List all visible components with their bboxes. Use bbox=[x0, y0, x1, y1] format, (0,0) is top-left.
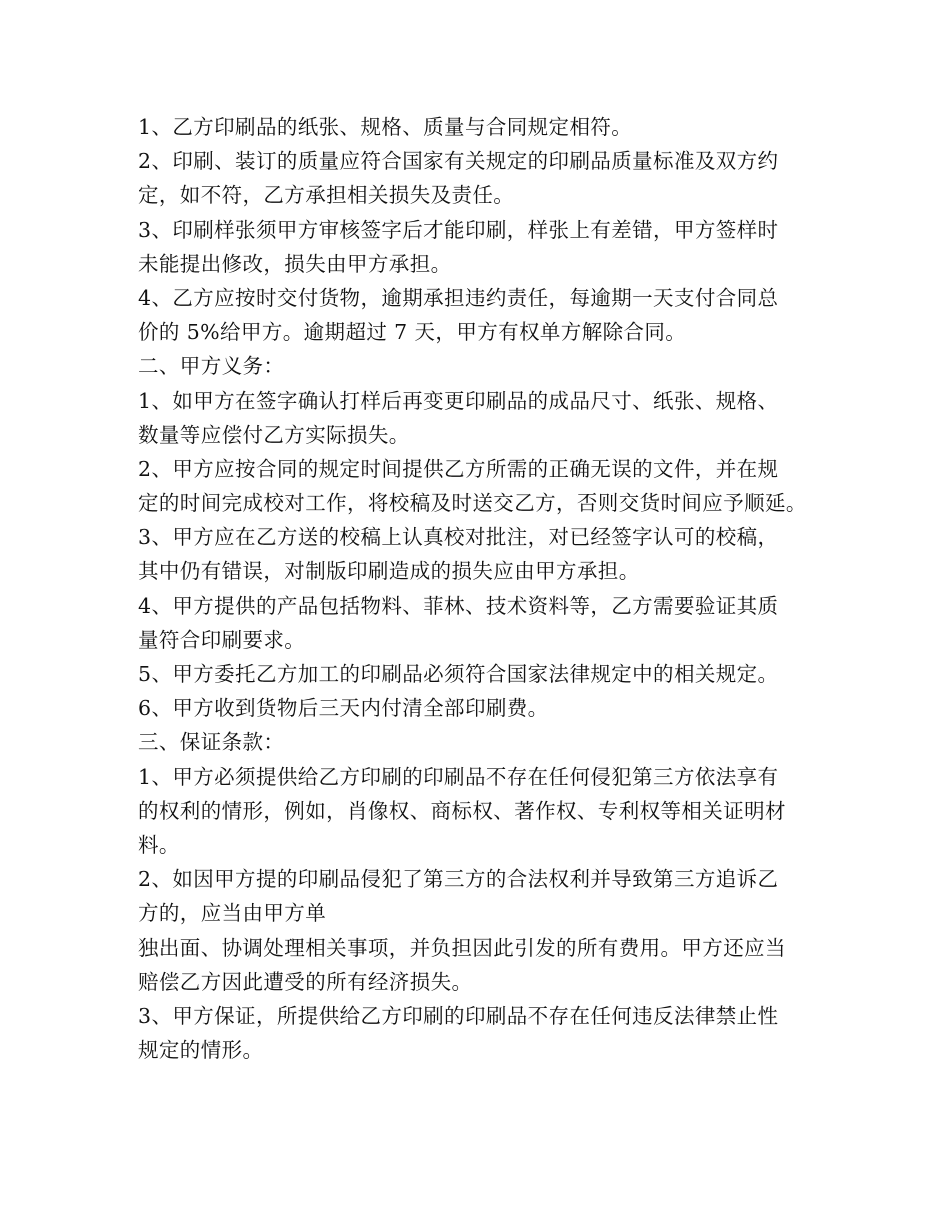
text-line: 2、如因甲方提的印刷品侵犯了第三方的合法权利并导致第三方追诉乙 bbox=[138, 867, 779, 892]
text-line: 4、乙方应按时交付货物，逾期承担违约责任，每逾期一天支付合同总 bbox=[138, 285, 779, 310]
text-line: 方的，应当由甲方单 bbox=[138, 901, 327, 926]
text-line: 2、印刷、装订的质量应符合国家有关规定的印刷品质量标准及双方约 bbox=[138, 149, 779, 174]
text-line: 赔偿乙方因此遭受的所有经济损失。 bbox=[138, 969, 473, 994]
text-line: 定，如不符，乙方承担相关损失及责任。 bbox=[138, 183, 515, 208]
text-line: 其中仍有错误，对制版印刷造成的损失应由甲方承担。 bbox=[138, 559, 640, 584]
text-line: 1、甲方必须提供给乙方印刷的印刷品不存在任何侵犯第三方依法享有 bbox=[138, 764, 779, 789]
section-heading: 三、保证条款： bbox=[138, 730, 285, 755]
section-heading: 二、甲方义务： bbox=[138, 354, 285, 379]
text-line: 数量等应偿付乙方实际损失。 bbox=[138, 422, 410, 447]
text-line: 价的 5%给甲方。逾期超过 7 天，甲方有权单方解除合同。 bbox=[138, 320, 687, 345]
text-line: 独出面、协调处理相关事项，并负担因此引发的所有费用。甲方还应当 bbox=[138, 935, 786, 960]
text-line: 规定的情形。 bbox=[138, 1038, 264, 1063]
document-body bbox=[138, 110, 838, 1067]
text-line: 1、乙方印刷品的纸张、规格、质量与合同规定相符。 bbox=[138, 115, 633, 139]
text-line: 定的时间完成校对工作，将校稿及时送交乙方，否则交货时间应予顺延。 bbox=[138, 491, 807, 516]
text-line: 4、甲方提供的产品包括物料、菲林、技术资料等，乙方需要验证其质 bbox=[138, 593, 779, 618]
text-line: 量符合印刷要求。 bbox=[138, 627, 306, 652]
text-line: 的权利的情形，例如，肖像权、商标权、著作权、专利权等相关证明材 bbox=[138, 798, 786, 823]
text-line: 2、甲方应按合同的规定时间提供乙方所需的正确无误的文件，并在规 bbox=[138, 456, 779, 481]
text-line: 3、甲方保证，所提供给乙方印刷的印刷品不存在任何违反法律禁止性 bbox=[138, 1003, 779, 1028]
text-line: 5、甲方委托乙方加工的印刷品必须符合国家法律规定中的相关规定。 bbox=[138, 662, 779, 686]
text-line: 料。 bbox=[138, 832, 180, 857]
text-line: 1、如甲方在签字确认打样后再变更印刷品的成品尺寸、纸张、规格、 bbox=[138, 388, 779, 413]
text-line: 3、甲方应在乙方送的校稿上认真校对批注，对已经签字认可的校稿， bbox=[138, 525, 779, 550]
text-line: 未能提出修改，损失由甲方承担。 bbox=[138, 251, 452, 276]
text-line: 3、印刷样张须甲方审核签字后才能印刷，样张上有差错，甲方签样时 bbox=[138, 217, 779, 242]
text-line: 6、甲方收到货物后三天内付清全部印刷费。 bbox=[138, 696, 549, 721]
